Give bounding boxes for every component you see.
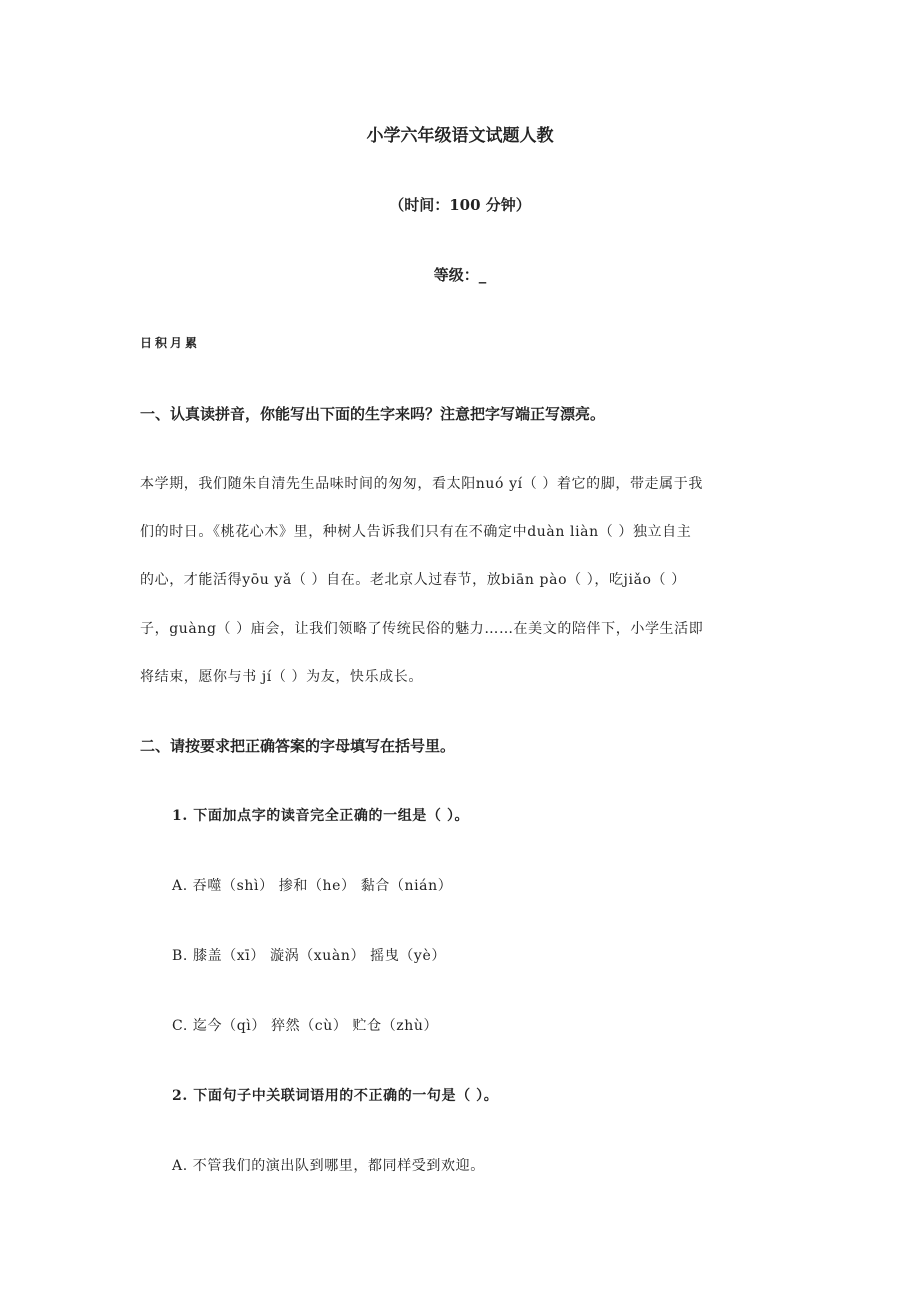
question-2-option-a: A. 不管我们的演出队到哪里，都同样受到欢迎。 — [172, 1158, 485, 1174]
part1-heading: 一、认真读拼音，你能写出下面的生字来吗？注意把字写端正写漂亮。 — [140, 405, 606, 423]
part1-paragraph-line: 子，guàng（ ）庙会，让我们领略了传统民俗的魅力……在美文的陪伴下，小学生活即 — [140, 621, 704, 637]
part2-heading: 二、请按要求把正确答案的字母填写在括号里。 — [140, 737, 456, 755]
grade-field: 等级：_ — [433, 266, 487, 284]
question-1: 1. 下面加点字的读音完全正确的一组是（ ）。 — [172, 808, 470, 824]
part1-paragraph-line: 本学期，我们随朱自清先生品味时间的匆匆，看太阳nuó yí（ ）着它的脚，带走属于我 — [140, 476, 703, 492]
page-title: 小学六年级语文试题人教 — [366, 126, 554, 146]
part1-paragraph-line: 将结束，愿你与书 jí（ ）为友，快乐成长。 — [140, 669, 423, 685]
section-label: 日积月累 — [140, 336, 201, 350]
part1-paragraph-line: 们的时日。《桃花心木》里，种树人告诉我们只有在不确定中duàn liàn（ ）独立自主 — [140, 524, 692, 540]
part1-paragraph-line: 的心，才能活得yōu yǎ（ ）自在。老北京人过春节，放biān pào（ ），吃jiǎo（ ） — [140, 572, 686, 588]
question-2: 2. 下面句子中关联词语用的不正确的一句是（ ）。 — [172, 1088, 499, 1104]
exam-time: （时间：100 分钟） — [389, 196, 531, 214]
question-1-option-a: A. 吞噬（shì） 掺和（he） 黏合（nián） — [172, 878, 453, 894]
question-1-option-c: C. 迄今（qì） 猝然（cù） 贮仓（zhù） — [172, 1018, 439, 1034]
question-1-option-b: B. 膝盖（xī） 漩涡（xuàn） 摇曳（yè） — [172, 948, 446, 964]
